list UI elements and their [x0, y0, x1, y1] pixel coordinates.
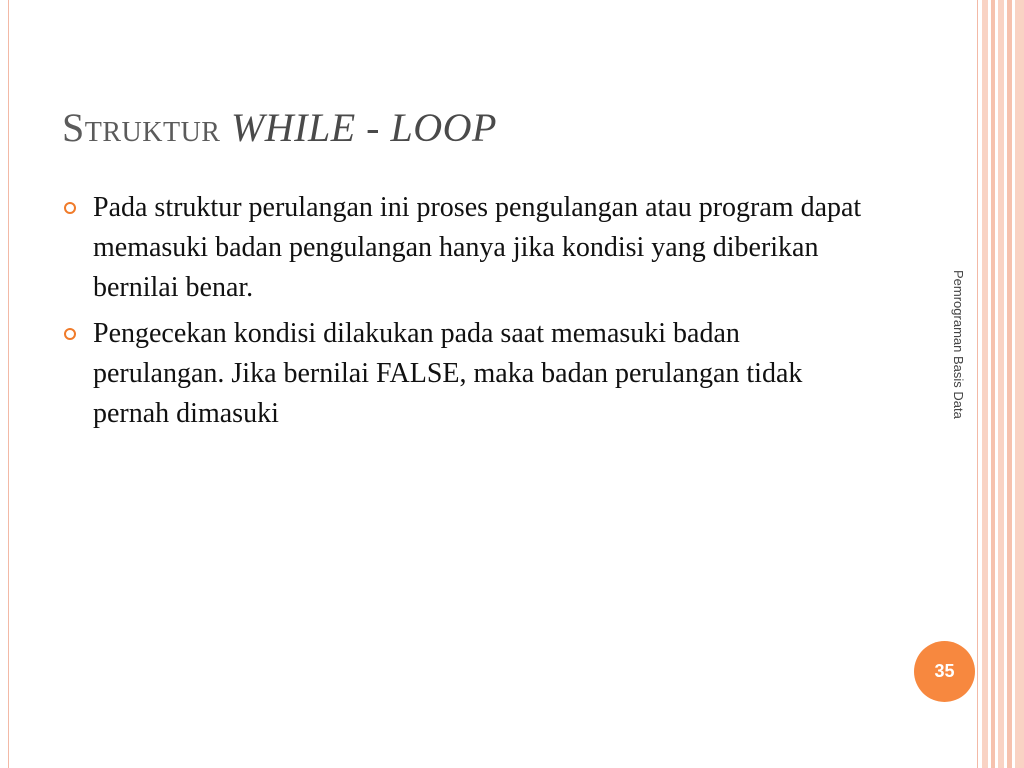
hollow-circle-bullet-icon — [64, 202, 76, 214]
bullet-text: Pengecekan kondisi dilakukan pada saat memasuki badan perulangan. Jika bernilai FALSE, maka badan perulangan tidak pernah dimasuki — [93, 318, 803, 429]
bullet-list — [62, 188, 862, 440]
left-border-line — [8, 0, 9, 768]
page-number-badge: 35 — [914, 641, 975, 702]
slide-title-prefix: Struktur — [62, 105, 221, 150]
right-border-stripe — [1015, 0, 1024, 768]
right-border-stripe — [1007, 0, 1012, 768]
list-item — [62, 188, 862, 308]
right-border-stripe — [982, 0, 988, 768]
vertical-footer-text: Pemrograman Basis Data — [951, 270, 966, 419]
hollow-circle-bullet-icon — [64, 328, 76, 340]
slide-title-emphasis: WHILE - LOOP — [230, 105, 497, 150]
list-item — [62, 314, 862, 434]
right-border-stripe — [991, 0, 995, 768]
right-border-stripe — [977, 0, 978, 768]
bullet-text: Pada struktur perulangan ini proses pengulangan atau program dapat memasuki badan pengulangan hanya jika kondisi yang diberikan bernilai benar. — [93, 192, 862, 303]
slide-title — [62, 104, 497, 151]
right-border-stripe — [998, 0, 1004, 768]
